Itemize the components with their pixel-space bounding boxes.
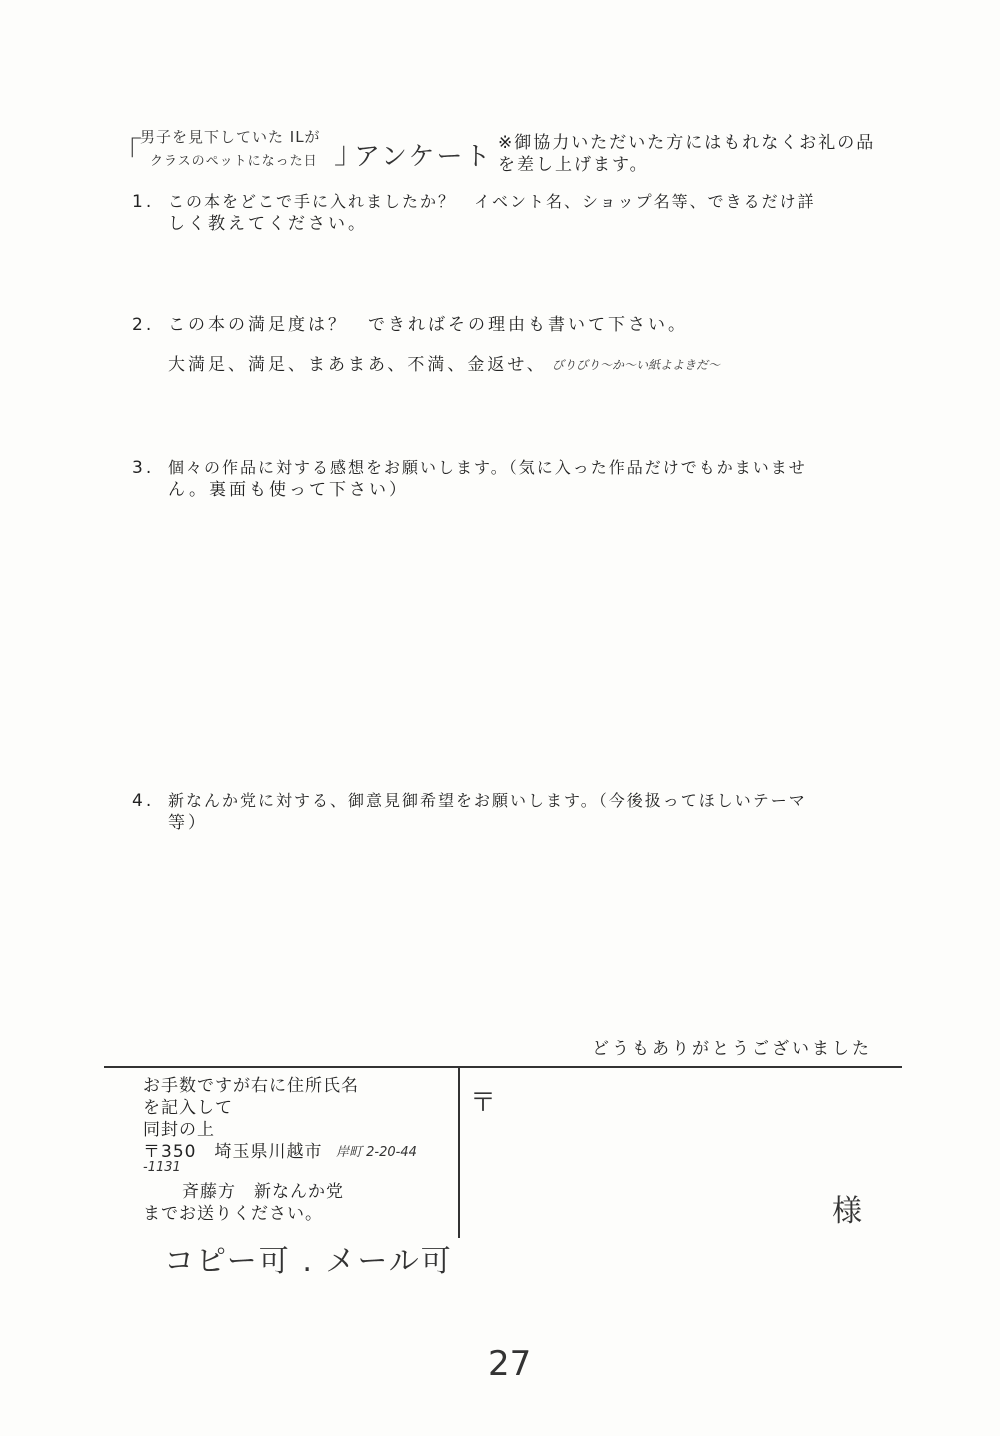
question-4-number: 4. — [132, 791, 155, 811]
question-3-line1: 個々の作品に対する感想をお願いします。（気に入った作品だけでもかまいませ — [168, 458, 807, 477]
mail-address-handwritten: 岸町 2-20-44 — [336, 1145, 417, 1160]
mail-box-top-line — [104, 1066, 902, 1068]
mail-box-divider — [458, 1068, 460, 1238]
mail-instructions-line2: を記入して — [143, 1098, 233, 1118]
question-2-line1: この本の満足度は？ できればその理由も書いて下さい。 — [168, 315, 688, 335]
title-open-bracket: 「 — [112, 136, 142, 171]
question-1-line1: この本をどこで手に入れましたか？ イベント名、ショップ名等、できるだけ詳 — [168, 192, 816, 211]
question-2-options: 大満足、満足、まあまあ、不満、金返せ、 — [168, 355, 547, 375]
question-3-number: 3. — [132, 458, 155, 478]
mail-instructions-line3: 同封の上 — [143, 1120, 215, 1140]
mail-address-printed: 〒350 埼玉県川越市 — [143, 1142, 323, 1162]
question-2-number: 2. — [132, 315, 155, 335]
mail-address-handwritten-2: -1131 — [143, 1160, 181, 1175]
postal-mark-icon: 〒 — [470, 1088, 497, 1118]
thanks-text: どうもありがとうございました — [592, 1039, 872, 1059]
title-handwritten-line1: 男子を見下していた ILが — [140, 128, 321, 146]
question-2-options-handwritten: びりびり〜か〜い紙よよきだ〜 — [552, 358, 721, 372]
title-suffix: アンケート — [354, 142, 493, 172]
title-close-bracket: 」 — [334, 136, 364, 171]
title-handwritten-line2: クラスのペットになった日 — [150, 154, 318, 169]
question-4-line1: 新なんか党に対する、御意見御希望をお願いします。（今後扱ってほしいテーマ — [168, 791, 807, 810]
handwritten-copy-note: コピー可 . メール可 — [164, 1244, 453, 1279]
mail-instructions-line1: お手数ですが右に住所氏名 — [143, 1076, 359, 1096]
notice-line2: を差し上げます。 — [498, 155, 649, 175]
page-number: 27 — [488, 1344, 532, 1384]
mail-instructions-end: までお送りください。 — [143, 1204, 323, 1224]
question-1-line2: しく教えてください。 — [168, 214, 368, 234]
question-4-line2: 等） — [168, 813, 208, 833]
sama-label: 様 — [832, 1194, 862, 1229]
notice-line1: ※御協力いただいた方にはもれなくお礼の品 — [498, 133, 876, 153]
question-3-line2: ん。裏面も使って下さい） — [168, 480, 410, 500]
question-1-number: 1. — [132, 192, 155, 212]
mail-care-of: 斉藤方 新なんか党 — [182, 1182, 344, 1202]
